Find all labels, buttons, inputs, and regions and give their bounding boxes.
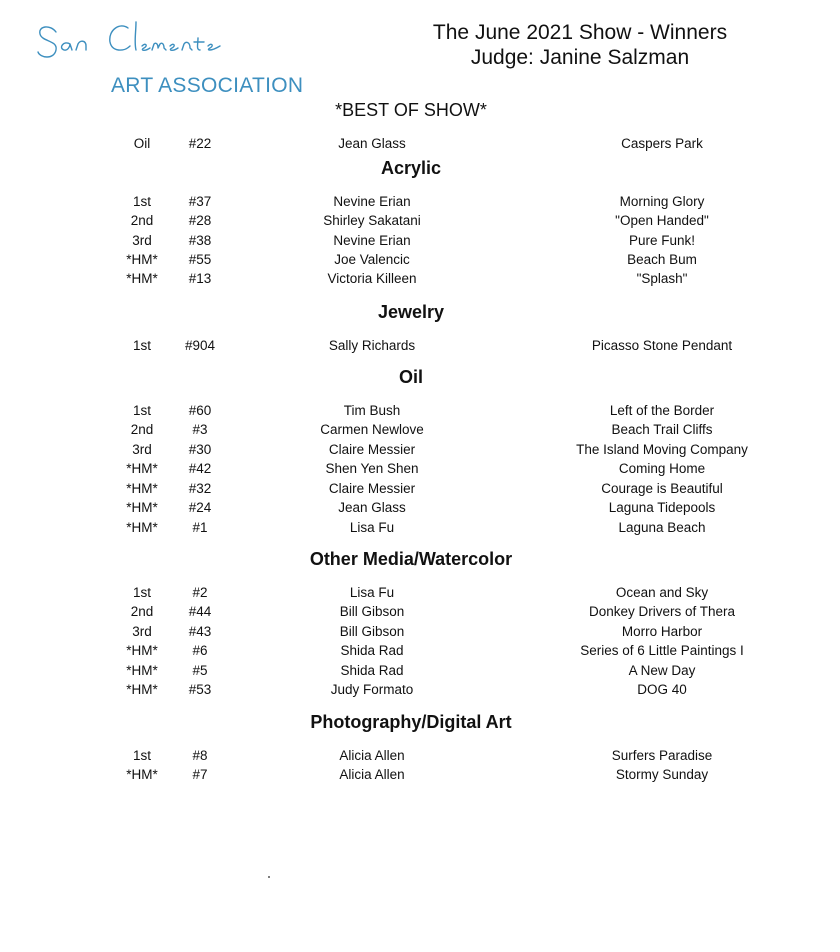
entry-title: DOG 40	[637, 682, 687, 697]
table-row	[0, 213, 822, 233]
judge-line: Judge: Janine Salzman	[470, 46, 690, 69]
entry-place: *HM*	[126, 520, 158, 535]
table-row	[0, 624, 822, 644]
logo-script-lettering	[36, 18, 236, 62]
section-heading-acrylic: Acrylic	[380, 158, 442, 178]
best-of-show-row	[0, 136, 822, 156]
entry-place: *HM*	[126, 252, 158, 267]
entry-place: *HM*	[126, 500, 158, 515]
entry-number: #22	[188, 136, 212, 151]
entry-title: A New Day	[628, 663, 696, 678]
entry-title: Laguna Tidepools	[608, 500, 716, 515]
table-row	[0, 767, 822, 787]
entry-place: 2nd	[130, 422, 154, 437]
section-heading-photography: Photography/Digital Art	[310, 712, 512, 732]
table-row	[0, 233, 822, 253]
entry-artist: Claire Messier	[328, 442, 416, 457]
table-row	[0, 422, 822, 442]
logo	[36, 18, 326, 97]
entry-title: Caspers Park	[621, 136, 703, 151]
entry-title: Donkey Drivers of Thera	[588, 604, 736, 619]
entry-title: Pure Funk!	[628, 233, 696, 248]
entry-artist: Carmen Newlove	[320, 422, 424, 437]
entry-number: #44	[188, 604, 212, 619]
entry-place: *HM*	[126, 643, 158, 658]
page-title: The June 2021 Show - Winners	[432, 21, 728, 44]
entry-place: 3rd	[132, 624, 152, 639]
entry-number: #8	[192, 748, 208, 763]
entry-title: The Island Moving Company	[576, 442, 748, 457]
logo-text: ART ASSOCIATION	[111, 74, 304, 97]
entry-title: Courage is Beautiful	[601, 481, 723, 496]
entry-title: Morro Harbor	[621, 624, 703, 639]
scan-speck	[268, 876, 270, 878]
entry-artist: Jean Glass	[338, 500, 406, 515]
entry-title: Picasso Stone Pendant	[591, 338, 733, 353]
entry-place: 3rd	[132, 233, 152, 248]
entry-number: #13	[188, 271, 212, 286]
table-row	[0, 461, 822, 481]
table-row	[0, 338, 822, 358]
entry-number: #60	[188, 403, 212, 418]
entry-place: *HM*	[126, 481, 158, 496]
entry-number: #32	[188, 481, 212, 496]
table-row	[0, 271, 822, 291]
section-heading-oil: Oil	[398, 367, 423, 387]
entry-place: 2nd	[130, 604, 154, 619]
entry-title: Morning Glory	[619, 194, 705, 209]
section-heading-other-media: Other Media/Watercolor	[309, 549, 513, 569]
entry-number: #38	[188, 233, 212, 248]
entry-artist: Joe Valencic	[334, 252, 410, 267]
entry-artist: Sally Richards	[328, 338, 416, 353]
table-row	[0, 585, 822, 605]
entry-artist: Claire Messier	[328, 481, 416, 496]
entry-artist: Victoria Killeen	[327, 271, 417, 286]
section-heading-jewelry: Jewelry	[377, 302, 445, 322]
entry-place: Oil	[133, 136, 151, 151]
entry-number: #24	[188, 500, 212, 515]
entry-number: #42	[188, 461, 212, 476]
table-row	[0, 194, 822, 214]
entry-title: Ocean and Sky	[615, 585, 709, 600]
entry-number: #2	[192, 585, 208, 600]
entry-place: *HM*	[126, 461, 158, 476]
entry-place: 1st	[132, 194, 152, 209]
entry-place: *HM*	[126, 767, 158, 782]
entry-artist: Jean Glass	[338, 136, 406, 151]
entry-artist: Shida Rad	[340, 663, 404, 678]
entry-artist: Lisa Fu	[349, 585, 395, 600]
entry-title: Surfers Paradise	[611, 748, 713, 763]
entry-number: #904	[184, 338, 216, 353]
entry-place: *HM*	[126, 271, 158, 286]
entry-number: #7	[192, 767, 208, 782]
table-row	[0, 403, 822, 423]
table-row	[0, 643, 822, 663]
table-row	[0, 682, 822, 702]
entry-number: #53	[188, 682, 212, 697]
entry-place: 3rd	[132, 442, 152, 457]
entry-number: #55	[188, 252, 212, 267]
entry-number: #1	[192, 520, 208, 535]
entry-artist: Shen Yen Shen	[325, 461, 419, 476]
table-row	[0, 442, 822, 462]
entry-artist: Tim Bush	[343, 403, 401, 418]
entry-artist: Alicia Allen	[339, 767, 405, 782]
table-row	[0, 604, 822, 624]
table-row	[0, 520, 822, 540]
table-row	[0, 500, 822, 520]
entry-title: Left of the Border	[609, 403, 715, 418]
entry-number: #3	[192, 422, 208, 437]
entry-title: Beach Trail Cliffs	[611, 422, 713, 437]
table-row	[0, 748, 822, 768]
entry-artist: Alicia Allen	[339, 748, 405, 763]
entry-artist: Nevine Erian	[333, 233, 411, 248]
entry-place: 1st	[132, 748, 152, 763]
entry-artist: Lisa Fu	[349, 520, 395, 535]
entry-number: #5	[192, 663, 208, 678]
entry-place: *HM*	[126, 663, 158, 678]
entry-place: *HM*	[126, 682, 158, 697]
entry-title: Beach Bum	[627, 252, 697, 267]
entry-place: 2nd	[130, 213, 154, 228]
entry-artist: Judy Formato	[330, 682, 414, 697]
entry-place: 1st	[132, 585, 152, 600]
table-row	[0, 481, 822, 501]
entry-title: "Splash"	[636, 271, 688, 286]
entry-number: #6	[192, 643, 208, 658]
entry-artist: Shida Rad	[340, 643, 404, 658]
entry-number: #43	[188, 624, 212, 639]
entry-number: #28	[188, 213, 212, 228]
entry-artist: Bill Gibson	[339, 624, 405, 639]
entry-artist: Bill Gibson	[339, 604, 405, 619]
entry-title: Laguna Beach	[618, 520, 706, 535]
entry-title: "Open Handed"	[615, 213, 709, 228]
table-row	[0, 663, 822, 683]
entry-number: #30	[188, 442, 212, 457]
entry-title: Coming Home	[618, 461, 706, 476]
entry-title: Stormy Sunday	[615, 767, 709, 782]
entry-title: Series of 6 Little Paintings I	[580, 643, 744, 658]
entry-place: 1st	[132, 338, 152, 353]
entry-place: 1st	[132, 403, 152, 418]
table-row	[0, 252, 822, 272]
best-of-show-heading: *BEST OF SHOW*	[335, 100, 487, 120]
entry-number: #37	[188, 194, 212, 209]
entry-artist: Shirley Sakatani	[323, 213, 421, 228]
page-title-block	[400, 20, 760, 70]
entry-artist: Nevine Erian	[333, 194, 411, 209]
